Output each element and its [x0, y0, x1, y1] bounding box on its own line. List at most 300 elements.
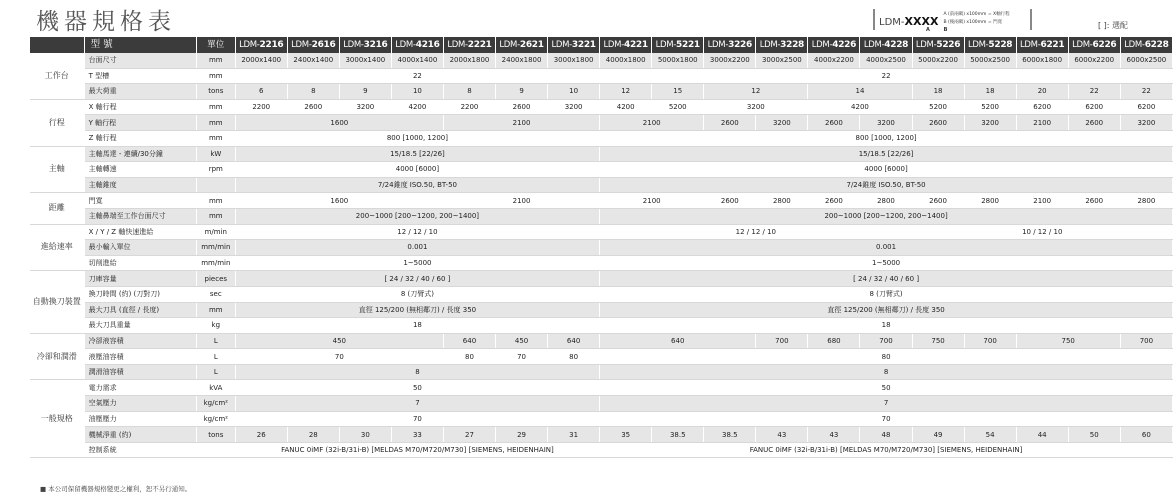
- spec-value: 3200: [704, 99, 808, 115]
- spec-value: 18: [235, 318, 599, 334]
- legend-notes: [943, 11, 1009, 27]
- spec-item: X / Y / Z 軸快速進給: [84, 224, 196, 240]
- model-header: [235, 37, 287, 53]
- table-row: [30, 333, 1173, 349]
- spec-value: 800 [1000, 1200]: [235, 130, 599, 146]
- spec-value: 8 (刀臂式): [600, 286, 1173, 302]
- spec-value: 3000x1400: [339, 53, 391, 68]
- spec-unit: kVA: [196, 380, 235, 396]
- spec-value: 7: [600, 396, 1173, 412]
- spec-item: 最大刀具 (直徑 / 長度): [84, 302, 196, 318]
- model-prefix: LDM-: [655, 40, 677, 50]
- spec-item: 最大荷重: [84, 84, 196, 100]
- model-number: 4216: [415, 40, 440, 50]
- spec-item: 換刀時間 (約) (刀對刀): [84, 286, 196, 302]
- table-row: [30, 130, 1173, 146]
- model-number: 5221: [676, 40, 700, 50]
- spec-value: 22: [235, 68, 599, 84]
- spec-value: 2100: [1016, 115, 1068, 131]
- spec-value: 15/18.5 [22/26]: [600, 146, 1173, 162]
- model-header: [548, 37, 600, 53]
- spec-value: 12 / 12 / 10: [600, 224, 912, 240]
- spec-value: 4200: [808, 99, 912, 115]
- spec-item: 主軸馬達 - 連續/30分鐘: [84, 146, 196, 162]
- model-prefix: LDM-: [1124, 40, 1145, 50]
- model-header: [443, 37, 495, 53]
- spec-value: 33: [391, 427, 443, 443]
- model-prefix: LDM-: [603, 40, 624, 50]
- model-header: [756, 37, 808, 53]
- spec-value: 700: [756, 333, 808, 349]
- spec-value: 5200: [912, 99, 964, 115]
- spec-value: 10: [391, 84, 443, 100]
- spec-value: 4000x2500: [860, 53, 912, 68]
- spec-item: 冷卻液容積: [84, 333, 196, 349]
- spec-value: 1~5000: [600, 255, 1173, 271]
- spec-unit: mm/min: [196, 255, 235, 271]
- spec-value: 12 / 12 / 10: [235, 224, 599, 240]
- spec-value: 750: [1016, 333, 1120, 349]
- spec-value: 2000x1800: [443, 53, 495, 68]
- category-label: 工作台: [30, 53, 84, 99]
- spec-value: 2800: [860, 193, 912, 209]
- spec-value: 1600: [235, 115, 443, 131]
- table-row: [30, 396, 1173, 412]
- spec-value: 38.5: [652, 427, 704, 443]
- spec-value: 2800: [964, 193, 1016, 209]
- spec-value: 20: [1016, 84, 1068, 100]
- spec-value: 9: [496, 84, 548, 100]
- spec-unit: mm: [196, 53, 235, 68]
- model-prefix: LDM-: [707, 40, 729, 50]
- model-header: [652, 37, 704, 53]
- spec-item: 機械淨重 (約): [84, 427, 196, 443]
- spec-value: 22: [1068, 84, 1120, 100]
- model-number: 2621: [519, 40, 544, 50]
- spec-value: 5200: [964, 99, 1016, 115]
- spec-item: 電力需求: [84, 380, 196, 396]
- spec-value: 0.001: [600, 240, 1173, 256]
- spec-value: 2600: [287, 99, 339, 115]
- model-header: [860, 37, 912, 53]
- spec-item: 液壓油容積: [84, 349, 196, 365]
- spec-value: 6200: [1120, 99, 1172, 115]
- spec-item: 切削進給: [84, 255, 196, 271]
- spec-value: 2600: [1068, 193, 1120, 209]
- table-row: [30, 240, 1173, 256]
- spec-value: 2800: [1120, 193, 1172, 209]
- spec-value: 9: [339, 84, 391, 100]
- spec-unit: tons: [196, 84, 235, 100]
- spec-value: 50: [235, 380, 599, 396]
- table-row: [30, 411, 1173, 427]
- spec-value: 8: [443, 84, 495, 100]
- header-spec: 型號: [84, 37, 196, 53]
- spec-value: 12: [704, 84, 808, 100]
- model-number: 2216: [259, 40, 284, 50]
- table-row: [30, 224, 1173, 240]
- spec-unit: mm: [196, 193, 235, 209]
- table-row: [30, 427, 1173, 443]
- spec-value: 15/18.5 [22/26]: [235, 146, 599, 162]
- spec-value: 27: [443, 427, 495, 443]
- model-header: [912, 37, 964, 53]
- spec-unit: [196, 177, 235, 193]
- spec-value: 640: [548, 333, 600, 349]
- spec-value: 4000x2200: [808, 53, 860, 68]
- model-number: 5226: [936, 40, 961, 50]
- model-number: 2221: [467, 40, 492, 50]
- header-category: [30, 37, 84, 53]
- model-prefix: LDM-: [1020, 40, 1041, 50]
- model-number: 5228: [988, 40, 1013, 50]
- spec-value: 200~1000 [200~1200, 200~1400]: [235, 208, 599, 224]
- spec-value: 43: [756, 427, 808, 443]
- spec-value: 12: [600, 84, 652, 100]
- spec-value: 18: [912, 84, 964, 100]
- table-row: [30, 380, 1173, 396]
- spec-value: 2600: [912, 193, 964, 209]
- spec-value: 7/24錐度 ISO.50, BT-50: [235, 177, 599, 193]
- header-unit: 單位: [196, 37, 235, 53]
- model-prefix: LDM-: [1072, 40, 1093, 50]
- spec-item: 控制系統: [84, 442, 196, 458]
- legend-a: A: [926, 27, 936, 33]
- model-number: 2616: [311, 40, 336, 50]
- spec-value: 2000x1400: [235, 53, 287, 68]
- model-prefix: LDM-: [447, 40, 468, 50]
- spec-unit: mm: [196, 115, 235, 131]
- table-row: [30, 99, 1173, 115]
- category-label: 進給速率: [30, 224, 84, 271]
- model-number: 3228: [780, 40, 805, 50]
- model-number: 4221: [623, 40, 648, 50]
- spec-value: 700: [860, 333, 912, 349]
- model-header: [339, 37, 391, 53]
- table-row: [30, 442, 1173, 458]
- legend-b: B: [943, 27, 954, 33]
- spec-unit: sec: [196, 286, 235, 302]
- spec-value: 50: [600, 380, 1173, 396]
- spec-value: 4200: [391, 99, 443, 115]
- spec-unit: kg: [196, 318, 235, 334]
- spec-value: 18: [964, 84, 1016, 100]
- spec-value: 2800: [756, 193, 808, 209]
- spec-value: 8: [235, 364, 599, 380]
- spec-body: [30, 53, 1173, 458]
- table-row: [30, 193, 1173, 209]
- spec-unit: L: [196, 364, 235, 380]
- spec-value: 15: [652, 84, 704, 100]
- spec-item: 主軸轉速: [84, 162, 196, 178]
- spec-value: 1600: [235, 193, 443, 209]
- spec-value: 80: [443, 349, 495, 365]
- spec-unit: kg/cm²: [196, 396, 235, 412]
- spec-value: 2600: [808, 193, 860, 209]
- table-row: [30, 302, 1173, 318]
- page-title: 機器規格表: [36, 9, 176, 35]
- model-number: 4228: [884, 40, 909, 50]
- spec-value: 4000x1800: [600, 53, 652, 68]
- spec-value: 2600: [808, 115, 860, 131]
- model-prefix: LDM-: [551, 40, 572, 50]
- spec-value: 450: [235, 333, 443, 349]
- spec-value: 6200: [1068, 99, 1120, 115]
- spec-value: 4200: [600, 99, 652, 115]
- spec-item: 最大刀具重量: [84, 318, 196, 334]
- spec-value: 22: [1120, 84, 1172, 100]
- spec-value: 2600: [912, 115, 964, 131]
- spec-value: 80: [600, 349, 1173, 365]
- spec-value: 29: [496, 427, 548, 443]
- spec-value: 2600: [704, 115, 756, 131]
- model-header: [1120, 37, 1172, 53]
- model-prefix: LDM-: [967, 40, 989, 50]
- spec-value: 3200: [964, 115, 1016, 131]
- spec-value: 3200: [548, 99, 600, 115]
- spec-value: 30: [339, 427, 391, 443]
- spec-value: 1~5000: [235, 255, 599, 271]
- table-row: [30, 84, 1173, 100]
- spec-item: 主軸鼻端至工作台面尺寸: [84, 208, 196, 224]
- spec-value: 3200: [339, 99, 391, 115]
- model-prefix: LDM-: [499, 40, 520, 50]
- spec-value: 5000x1800: [652, 53, 704, 68]
- spec-value: 2600: [1068, 115, 1120, 131]
- spec-value: 640: [600, 333, 756, 349]
- spec-value: 8 (刀臂式): [235, 286, 599, 302]
- spec-value: 60: [1120, 427, 1172, 443]
- spec-value: 10 / 12 / 10: [912, 224, 1172, 240]
- spec-value: 2600: [704, 193, 756, 209]
- spec-item: 油壓壓力: [84, 411, 196, 427]
- spec-unit: mm: [196, 302, 235, 318]
- spec-item: Z 軸行程: [84, 130, 196, 146]
- spec-value: 5000x2200: [912, 53, 964, 68]
- model-prefix: LDM-: [395, 40, 416, 50]
- model-header: [1016, 37, 1068, 53]
- legend-note-a: A (前兩碼) x100mm = X軸行程: [943, 12, 1010, 17]
- spec-value: 0.001: [235, 240, 599, 256]
- category-label: 自動換刀裝置: [30, 271, 84, 333]
- spec-value: 2100: [443, 115, 599, 131]
- spec-unit: mm: [196, 99, 235, 115]
- spec-value: 4000 [6000]: [600, 162, 1173, 178]
- spec-value: 3000x2200: [704, 53, 756, 68]
- spec-value: 3200: [756, 115, 808, 131]
- spec-value: 2100: [600, 115, 704, 131]
- table-row: [30, 68, 1173, 84]
- spec-unit: rpm: [196, 162, 235, 178]
- spec-value: 2100: [1016, 193, 1068, 209]
- optional-note: [ ]: 選配: [1098, 21, 1129, 30]
- category-label: 行程: [30, 99, 84, 146]
- table-row: [30, 271, 1173, 287]
- spec-item: 刀庫容量: [84, 271, 196, 287]
- legend-note-b: B (後兩碼) x100mm = 門寬: [943, 20, 1003, 25]
- spec-value: 800 [1000, 1200]: [600, 130, 1173, 146]
- model-header: [964, 37, 1016, 53]
- spec-value: 6000x2500: [1120, 53, 1172, 68]
- table-row: [30, 208, 1173, 224]
- spec-value: 49: [912, 427, 964, 443]
- spec-item: 主軸錐度: [84, 177, 196, 193]
- model-number: 4226: [832, 40, 857, 50]
- spec-value: 700: [964, 333, 1016, 349]
- spec-unit: [196, 442, 235, 458]
- spec-item: 最小輸入單位: [84, 240, 196, 256]
- model-number: 6221: [1040, 40, 1065, 50]
- spec-value: 2400x1800: [496, 53, 548, 68]
- model-number: 3226: [728, 40, 752, 50]
- spec-value: 50: [1068, 427, 1120, 443]
- spec-value: [ 24 / 32 / 40 / 60 ]: [600, 271, 1173, 287]
- spec-value: 8: [287, 84, 339, 100]
- spec-value: 70: [496, 349, 548, 365]
- spec-value: 31: [548, 427, 600, 443]
- spec-value: FANUC 0iMF (32i-B/31i-B) [MELDAS M70/M720/M730] [SIEMENS, HEIDENHAIN]: [235, 442, 599, 458]
- spec-table: [30, 37, 1173, 458]
- legend-ab: [926, 27, 953, 33]
- model-prefix: LDM-: [343, 40, 364, 50]
- spec-value: 18: [600, 318, 1173, 334]
- spec-value: 700: [1120, 333, 1172, 349]
- spec-value: 70: [235, 411, 599, 427]
- category-label: 冷卻和潤滑: [30, 333, 84, 380]
- table-row: [30, 255, 1173, 271]
- spec-value: 26: [235, 427, 287, 443]
- model-header: [391, 37, 443, 53]
- spec-unit: tons: [196, 427, 235, 443]
- model-prefix: LDM-: [915, 40, 937, 50]
- model-prefix: LDM-: [863, 40, 885, 50]
- spec-value: 54: [964, 427, 1016, 443]
- spec-value: 48: [860, 427, 912, 443]
- legend-divider: [873, 9, 875, 30]
- spec-value: 43: [808, 427, 860, 443]
- spec-value: [ 24 / 32 / 40 / 60 ]: [235, 271, 599, 287]
- spec-value: 直徑 125/200 (無相鄰刀) / 長度 350: [235, 302, 599, 318]
- spec-value: 38.5: [704, 427, 756, 443]
- spec-value: 3200: [1120, 115, 1172, 131]
- model-number: 3216: [363, 40, 388, 50]
- spec-item: 空氣壓力: [84, 396, 196, 412]
- spec-value: 2100: [443, 193, 599, 209]
- model-code-legend: [873, 9, 1032, 33]
- model-header: [287, 37, 339, 53]
- spec-item: T 型槽: [84, 68, 196, 84]
- table-row: [30, 349, 1173, 365]
- spec-item: 門寬: [84, 193, 196, 209]
- spec-value: 22: [600, 68, 1173, 84]
- spec-unit: mm: [196, 130, 235, 146]
- spec-value: FANUC 0iMF (32i-B/31i-B) [MELDAS M70/M720/M730] [SIEMENS, HEIDENHAIN]: [600, 442, 1173, 458]
- model-prefix: LDM-: [291, 40, 312, 50]
- table-row: [30, 146, 1173, 162]
- spec-value: 35: [600, 427, 652, 443]
- model-prefix: LDM-: [239, 40, 260, 50]
- spec-item: 潤滑油容積: [84, 364, 196, 380]
- spec-value: 44: [1016, 427, 1068, 443]
- category-label: 主軸: [30, 146, 84, 193]
- model-prefix: LDM-: [759, 40, 781, 50]
- legend-prefix: LDM-: [879, 17, 905, 28]
- spec-value: 3200: [860, 115, 912, 131]
- spec-unit: L: [196, 349, 235, 365]
- table-row: [30, 286, 1173, 302]
- header-row: [30, 37, 1173, 53]
- spec-value: 2200: [235, 99, 287, 115]
- model-number: 6226: [1092, 40, 1117, 50]
- spec-value: 6000x1800: [1016, 53, 1068, 68]
- model-number: 3221: [571, 40, 596, 50]
- spec-value: 2600: [496, 99, 548, 115]
- table-row: [30, 177, 1173, 193]
- model-header: [600, 37, 652, 53]
- spec-unit: L: [196, 333, 235, 349]
- spec-unit: kW: [196, 146, 235, 162]
- spec-value: 3000x2500: [756, 53, 808, 68]
- spec-value: 5200: [652, 99, 704, 115]
- spec-value: 2200: [443, 99, 495, 115]
- spec-value: 2400x1400: [287, 53, 339, 68]
- model-header: [496, 37, 548, 53]
- spec-value: 750: [912, 333, 964, 349]
- spec-item: 台面尺寸: [84, 53, 196, 68]
- table-row: [30, 53, 1173, 68]
- spec-value: 80: [548, 349, 600, 365]
- spec-value: 200~1000 [200~1200, 200~1400]: [600, 208, 1173, 224]
- spec-item: X 軸行程: [84, 99, 196, 115]
- spec-value: 5000x2500: [964, 53, 1016, 68]
- spec-value: 8: [600, 364, 1173, 380]
- spec-item: Y 軸行程: [84, 115, 196, 131]
- legend-divider: [1030, 9, 1032, 30]
- spec-unit: mm: [196, 208, 235, 224]
- category-label: 距離: [30, 193, 84, 224]
- spec-unit: pieces: [196, 271, 235, 287]
- table-row: [30, 364, 1173, 380]
- model-prefix: LDM-: [811, 40, 833, 50]
- spec-value: 6: [235, 84, 287, 100]
- spec-value: 6200: [1016, 99, 1068, 115]
- legend-code: XXXX: [904, 15, 939, 28]
- category-label: 一般規格: [30, 380, 84, 458]
- spec-value: 直徑 125/200 (無相鄰刀) / 長度 350: [600, 302, 1173, 318]
- spec-value: 7: [235, 396, 599, 412]
- spec-value: 3000x1800: [548, 53, 600, 68]
- table-row: [30, 318, 1173, 334]
- spec-value: 450: [496, 333, 548, 349]
- spec-unit: m/min: [196, 224, 235, 240]
- spec-value: 70: [600, 411, 1173, 427]
- model-header: [1068, 37, 1120, 53]
- spec-value: 28: [287, 427, 339, 443]
- model-header: [808, 37, 860, 53]
- spec-value: 14: [808, 84, 912, 100]
- model-header: [704, 37, 756, 53]
- spec-value: 70: [235, 349, 443, 365]
- spec-unit: kg/cm²: [196, 411, 235, 427]
- spec-value: 4000 [6000]: [235, 162, 599, 178]
- spec-value: 2100: [600, 193, 704, 209]
- spec-unit: mm: [196, 68, 235, 84]
- table-row: [30, 115, 1173, 131]
- table-row: [30, 162, 1173, 178]
- spec-value: 6000x2200: [1068, 53, 1120, 68]
- spec-value: 640: [443, 333, 495, 349]
- spec-value: 10: [548, 84, 600, 100]
